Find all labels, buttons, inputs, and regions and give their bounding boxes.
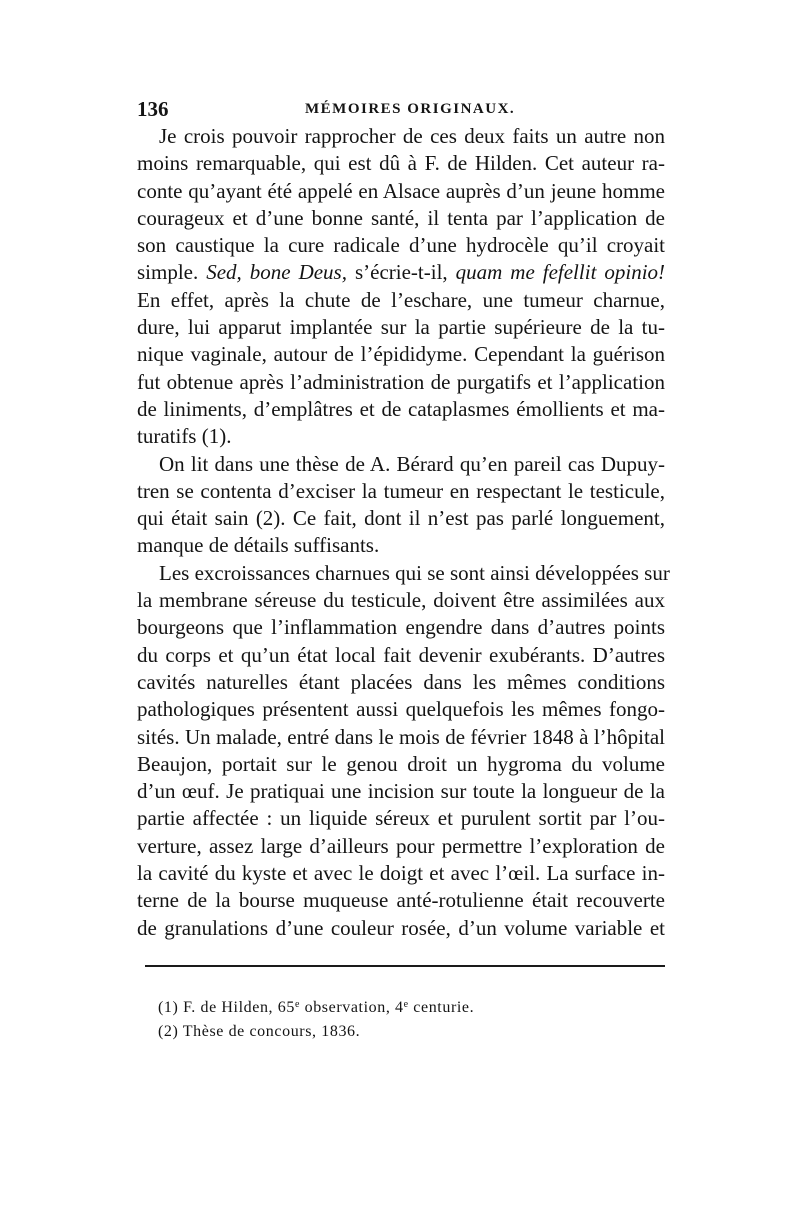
text-line: courageux et d’une bonne santé, il tenta par l’application de [137, 205, 665, 230]
text-line: Je crois pouvoir rapprocher de ces deux faits un autre non [159, 124, 665, 148]
text-line: manque de détails suffisants. [137, 533, 380, 558]
text-fragment: s’écrie-t-il, [354, 260, 448, 285]
text-line: de liniments, d’emplâtres et de cataplasmes émollients et ma- [137, 396, 665, 421]
footnotes [158, 996, 658, 1044]
text-line: de granulations d’une couleur rosée, d’un volume variable et [137, 915, 665, 940]
text-line: verture, assez large d’ailleurs pour permettre l’exploration de [137, 833, 665, 858]
text-line: cavités naturelles étant placées dans les mêmes conditions [137, 669, 665, 694]
text-line: partie affectée : un liquide séreux et purulent sortit par l’ou- [137, 806, 665, 831]
text-line: la cavité du kyste et avec le doigt et avec l’œil. La surface in- [137, 861, 665, 886]
text-line: son caustique la cure radicale d’une hydrocèle qu’il croyait [137, 233, 665, 258]
text-line: Les excroissances charnues qui se sont ainsi développées sur [159, 560, 670, 585]
text-line: tren se contenta d’exciser la tumeur en respectant le testicule, [137, 478, 665, 503]
text-line: d’un œuf. Je pratiquai une incision sur toute la longueur de la [137, 779, 665, 804]
footnote-divider [145, 965, 665, 967]
footnote-text: centurie. [408, 999, 475, 1016]
footnote-marker: (2) [158, 1023, 179, 1040]
ordinal-superscript: e [294, 999, 300, 1010]
latin-quote: Sed, bone Deus, [206, 260, 347, 285]
latin-quote: quam me fefellit opinio! [455, 260, 666, 285]
running-title: MÉMOIRES ORIGINAUX. [305, 101, 516, 117]
text-line: pathologiques présentent aussi quelquefois les mêmes fongo- [137, 697, 665, 722]
text-line: fut obtenue après l’administration de purgatifs et l’application [137, 369, 665, 394]
footnote-text: F. de Hilden, 65 [183, 999, 295, 1016]
ordinal-superscript: e [403, 999, 409, 1010]
text-line: nique vaginale, autour de l’épididyme. Cependant la guérison [137, 342, 665, 367]
footnote-2 [158, 1020, 658, 1044]
text-line: On lit dans une thèse de A. Bérard qu’en pareil cas Dupuy- [159, 451, 665, 476]
text-line: En effet, après la chute de l’eschare, une tumeur charnue, [137, 287, 665, 312]
text-line-with-quote [137, 259, 665, 286]
text-line: dure, lui apparut implantée sur la partie supérieure de la tu- [137, 315, 665, 340]
footnote-text: Thèse de concours, 1836. [182, 1023, 361, 1040]
body-text [137, 123, 670, 942]
text-line: du corps et qu’un état local fait devenir exubérants. D’autres [137, 642, 665, 667]
text-line: conte qu’ayant été appelé en Alsace auprès d’un jeune homme [137, 178, 665, 203]
text-line: terne de la bourse muqueuse anté-rotulienne était recouverte [137, 888, 665, 913]
text-line: turatifs (1). [137, 424, 232, 449]
text-line: la membrane séreuse du testicule, doivent être assimilées aux [137, 588, 665, 613]
page-header [137, 96, 665, 122]
text-line: sités. Un malade, entré dans le mois de février 1848 à l’hôpital [137, 724, 665, 749]
text-line: moins remarquable, qui est dû à F. de Hilden. Cet auteur ra- [137, 151, 665, 176]
footnote-text: observation, 4 [300, 999, 404, 1016]
text-line: qui était sain (2). Ce fait, dont il n’est pas parlé longuement, [137, 506, 665, 531]
text-line: bourgeons que l’inflammation engendre dans d’autres points [137, 615, 665, 640]
footnote-marker: (1) [158, 999, 179, 1016]
page-number: 136 [137, 97, 169, 121]
footnote-1 [158, 996, 658, 1020]
text-line: Beaujon, portait sur le genou droit un hygroma du volume [137, 751, 665, 776]
text-fragment: simple. [137, 260, 199, 285]
